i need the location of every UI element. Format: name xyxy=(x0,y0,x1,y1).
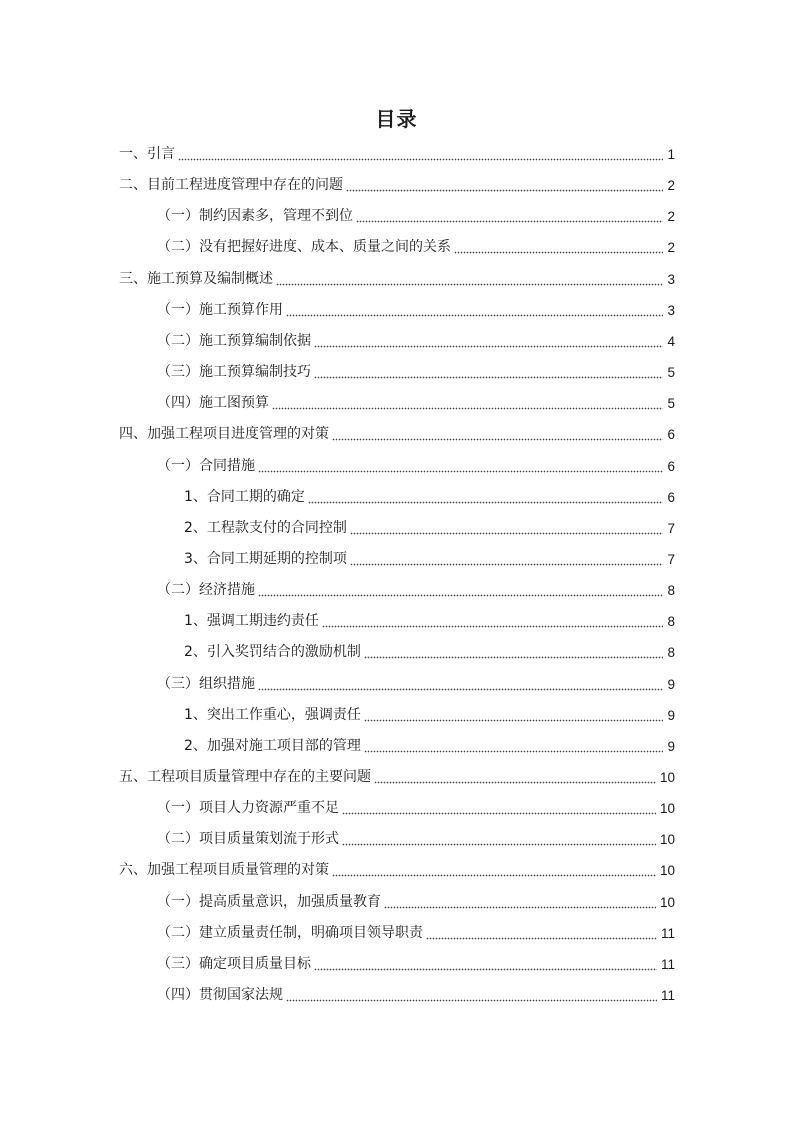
toc-entry-text: 六、加强工程项目质量管理的对策 xyxy=(119,862,329,879)
toc-dot-leader xyxy=(178,139,663,170)
toc-dot-leader xyxy=(258,669,663,700)
toc-page-number: 3 xyxy=(667,302,675,318)
toc-entry[interactable] xyxy=(157,887,675,918)
toc-page-number: 8 xyxy=(667,583,675,599)
toc-entry-text: （二）没有把握好进度、成本、质量之间的关系 xyxy=(157,239,451,256)
toc-page-number: 4 xyxy=(667,333,675,349)
toc-page-number: 1 xyxy=(667,147,675,162)
toc-dot-leader xyxy=(314,949,657,980)
toc-entry[interactable] xyxy=(119,855,675,886)
toc-page-number: 9 xyxy=(667,707,675,723)
toc-entry-text: 1、强调工期违约责任 xyxy=(184,613,319,630)
toc-entry[interactable] xyxy=(184,544,675,575)
toc-entry[interactable] xyxy=(184,606,675,637)
toc-page-number: 11 xyxy=(660,925,675,941)
toc-dot-leader xyxy=(272,388,663,419)
toc-page-number: 2 xyxy=(667,240,675,256)
toc-page-number: 6 xyxy=(667,427,675,443)
toc-entry-text: 2、加强对施工项目部的管理 xyxy=(184,737,361,754)
toc-page-number: 9 xyxy=(667,738,675,754)
toc-entry[interactable] xyxy=(119,170,675,201)
toc-dot-leader xyxy=(356,201,663,232)
toc-dot-leader xyxy=(364,731,663,762)
toc-entry[interactable] xyxy=(157,201,675,232)
toc-page-number: 6 xyxy=(667,489,675,505)
toc-dot-leader xyxy=(374,762,656,793)
toc-entry-text: 1、突出工作重心，强调责任 xyxy=(184,706,361,723)
toc-page-number: 8 xyxy=(667,614,675,630)
toc-page-number: 10 xyxy=(659,770,675,785)
toc-entry[interactable] xyxy=(184,513,675,544)
toc-entry[interactable] xyxy=(184,700,675,731)
toc-entry-text: 四、加强工程项目进度管理的对策 xyxy=(119,426,329,443)
toc-dot-leader xyxy=(384,887,656,918)
toc-title: 目录 xyxy=(375,107,418,131)
toc-dot-leader xyxy=(322,606,663,637)
toc-dot-leader xyxy=(454,232,663,263)
toc-entry-text: 3、合同工期延期的控制项 xyxy=(184,550,347,567)
toc-entry[interactable] xyxy=(157,357,675,388)
toc-page-number: 7 xyxy=(667,520,675,536)
toc-entry-text: （三）确定项目质量目标 xyxy=(157,955,311,972)
toc-dot-leader xyxy=(364,637,663,668)
toc-entry[interactable] xyxy=(157,295,675,326)
toc-entry-text: （三）施工预算编制技巧 xyxy=(157,364,311,381)
toc-entry-text: 1、合同工期的确定 xyxy=(184,488,305,505)
toc-entry-text: （四）贯彻国家法规 xyxy=(157,987,283,1004)
toc-entry-text: 五、工程项目质量管理中存在的主要问题 xyxy=(119,769,371,785)
toc-entry[interactable] xyxy=(119,419,675,450)
toc-page-number: 11 xyxy=(660,988,675,1004)
toc-page-number: 5 xyxy=(667,396,675,412)
toc-page-number: 10 xyxy=(659,801,675,817)
toc-entry[interactable] xyxy=(157,575,675,606)
toc-entry[interactable] xyxy=(184,637,675,668)
toc-entry-text: 2、引入奖罚结合的激励机制 xyxy=(184,644,361,661)
toc-page-number: 3 xyxy=(667,271,675,287)
toc-entry[interactable] xyxy=(157,793,675,824)
toc-entry-text: （一）制约因素多，管理不到位 xyxy=(157,208,353,225)
toc-entry[interactable] xyxy=(184,731,675,762)
toc-page-number: 10 xyxy=(659,894,675,910)
toc-dot-leader xyxy=(258,575,663,606)
toc-entry-text: （一）合同措施 xyxy=(157,457,255,474)
toc-page-number: 11 xyxy=(660,956,675,972)
toc-entry-text: （三）组织措施 xyxy=(157,675,255,692)
toc-dot-leader xyxy=(364,700,663,731)
toc-dot-leader xyxy=(342,824,656,855)
toc-dot-leader xyxy=(350,513,663,544)
toc-dot-leader xyxy=(346,170,663,201)
toc-page-number: 2 xyxy=(667,209,675,225)
toc-entry-text: （一）施工预算作用 xyxy=(157,301,283,318)
toc-page-number: 10 xyxy=(659,863,675,879)
toc-entry[interactable] xyxy=(157,824,675,855)
toc-entry-text: 二、目前工程进度管理中存在的问题 xyxy=(119,177,343,194)
toc-page-number: 5 xyxy=(667,365,675,381)
toc-entry[interactable] xyxy=(157,388,675,419)
toc-entry[interactable] xyxy=(119,264,675,295)
toc-entry-text: （四）施工图预算 xyxy=(157,395,269,412)
toc-entry[interactable] xyxy=(119,139,675,170)
toc-dot-leader xyxy=(286,295,663,326)
toc-entry-text: （一）项目人力资源严重不足 xyxy=(157,800,339,817)
toc-entry[interactable] xyxy=(157,949,675,980)
toc-entry-text: （二）项目质量策划流于形式 xyxy=(157,831,339,848)
toc-entry-text: 2、工程款支付的合同控制 xyxy=(184,519,347,536)
toc-dot-leader xyxy=(308,482,663,513)
toc-entry-text: 三、施工预算及编制概述 xyxy=(119,270,273,287)
toc-entry-text: （二）施工预算编制依据 xyxy=(157,332,311,349)
toc-dot-leader xyxy=(332,419,663,450)
toc-dot-leader xyxy=(426,918,657,949)
toc-dot-leader xyxy=(314,357,663,388)
toc-dot-leader xyxy=(332,855,656,886)
toc-page-number: 8 xyxy=(667,645,675,661)
toc-page-number: 10 xyxy=(659,832,675,848)
toc-entry-text: （二）经济措施 xyxy=(157,582,255,599)
toc-page-number: 7 xyxy=(667,551,675,567)
toc-dot-leader xyxy=(286,980,657,1011)
toc-entry[interactable] xyxy=(157,326,675,357)
toc-entry-text: 一、引言 xyxy=(119,146,175,162)
toc-dot-leader xyxy=(276,264,663,295)
toc-entry[interactable] xyxy=(157,980,675,1011)
toc-dot-leader xyxy=(314,326,663,357)
toc-dot-leader xyxy=(258,451,663,482)
toc-page-number: 2 xyxy=(667,178,675,194)
toc-entry[interactable] xyxy=(157,669,675,700)
toc-entry-text: （一）提高质量意识，加强质量教育 xyxy=(157,893,381,910)
toc-entry-text: （二）建立质量责任制，明确项目领导职责 xyxy=(157,924,423,941)
toc-page-number: 9 xyxy=(667,676,675,692)
toc-entry[interactable] xyxy=(119,762,675,793)
toc-entry[interactable] xyxy=(157,451,675,482)
toc-dot-leader xyxy=(350,544,663,575)
toc-page-number: 6 xyxy=(667,458,675,474)
toc-entry[interactable] xyxy=(157,918,675,949)
toc-entry[interactable] xyxy=(157,232,675,263)
toc-dot-leader xyxy=(342,793,656,824)
toc-entry[interactable] xyxy=(184,482,675,513)
